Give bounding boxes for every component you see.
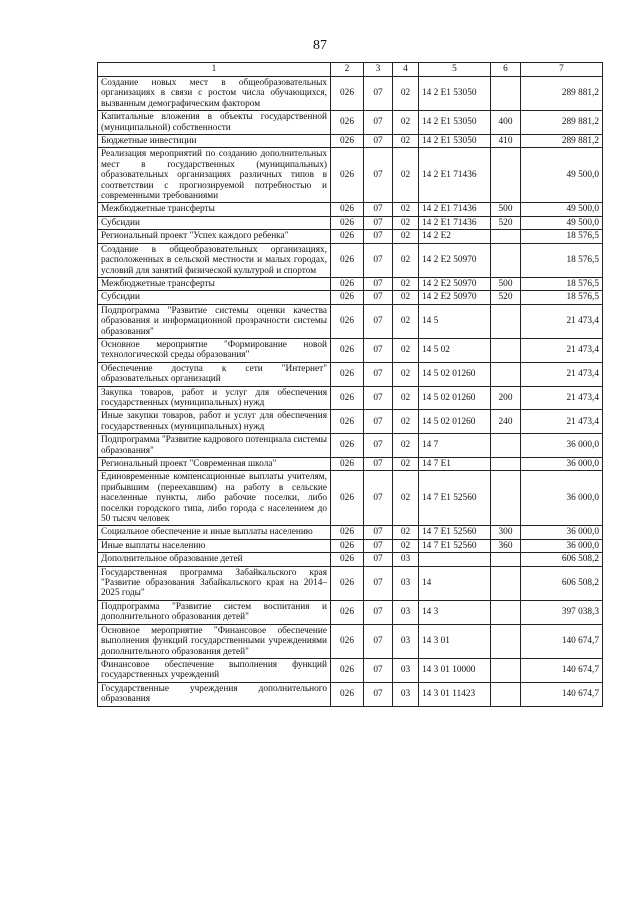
table-row <box>98 203 603 216</box>
subsection-code-cell: 02 <box>393 539 419 552</box>
ministry-code-cell: 026 <box>331 77 364 111</box>
target-article-cell: 14 2 E2 <box>419 230 491 243</box>
subsection-code-cell: 02 <box>393 471 419 526</box>
expense-name-cell: Основное мероприятие "Финансовое обеспечение выполнения функций государственными учреждениями дополнительного образования детей" <box>98 624 331 658</box>
budget-table <box>97 62 603 707</box>
ministry-code-cell: 026 <box>331 471 364 526</box>
ministry-code-cell: 026 <box>331 230 364 243</box>
section-code-cell: 07 <box>364 434 393 458</box>
amount-cell: 21 473,4 <box>521 386 603 410</box>
ministry-code-cell: 026 <box>331 539 364 552</box>
expense-name-cell: Реализация мероприятий по созданию дополнительных мест в государственных (муниципальных) образовательных организациях различных типов в соответствии с прогнозируемой потребностью и современными требованиями <box>98 148 331 203</box>
section-code-cell: 07 <box>364 624 393 658</box>
expense-type-cell: 500 <box>491 203 521 216</box>
amount-cell: 21 473,4 <box>521 304 603 338</box>
expense-type-cell: 360 <box>491 539 521 552</box>
section-code-cell: 07 <box>364 291 393 304</box>
ministry-code-cell: 026 <box>331 553 364 566</box>
subsection-code-cell: 03 <box>393 658 419 682</box>
table-row <box>98 624 603 658</box>
expense-name-cell: Финансовое обеспечение выполнения функций государственных учреждений <box>98 658 331 682</box>
column-header: 7 <box>521 63 603 77</box>
subsection-code-cell: 02 <box>393 111 419 135</box>
amount-cell: 36 000,0 <box>521 434 603 458</box>
ministry-code-cell: 026 <box>331 386 364 410</box>
amount-cell: 49 500,0 <box>521 216 603 229</box>
target-article-cell: 14 5 02 01260 <box>419 362 491 386</box>
expense-type-cell: 410 <box>491 135 521 148</box>
subsection-code-cell: 03 <box>393 566 419 600</box>
amount-cell: 18 576,5 <box>521 230 603 243</box>
column-header: 6 <box>491 63 521 77</box>
subsection-code-cell: 02 <box>393 277 419 290</box>
target-article-cell: 14 5 <box>419 304 491 338</box>
target-article-cell: 14 2 E1 71436 <box>419 203 491 216</box>
subsection-code-cell: 02 <box>393 434 419 458</box>
table-row <box>98 291 603 304</box>
target-article-cell: 14 2 E1 71436 <box>419 216 491 229</box>
expense-name-cell: Единовременные компенсационные выплаты учителям, прибывшим (переехавшим) на работу в сельские населенные пункты, либо рабочие поселки, либо поселки городского типа, либо города с населением до 50 тысяч человек <box>98 471 331 526</box>
table-row <box>98 111 603 135</box>
table-row <box>98 386 603 410</box>
expense-type-cell: 500 <box>491 277 521 290</box>
table-row <box>98 539 603 552</box>
ministry-code-cell: 026 <box>331 410 364 434</box>
target-article-cell: 14 2 E2 50970 <box>419 291 491 304</box>
expense-type-cell <box>491 243 521 277</box>
expense-type-cell <box>491 471 521 526</box>
target-article-cell: 14 7 E1 <box>419 458 491 471</box>
table-row <box>98 658 603 682</box>
ministry-code-cell: 026 <box>331 624 364 658</box>
table-row <box>98 338 603 362</box>
section-code-cell: 07 <box>364 566 393 600</box>
expense-name-cell: Бюджетные инвестиции <box>98 135 331 148</box>
section-code-cell: 07 <box>364 458 393 471</box>
subsection-code-cell: 02 <box>393 338 419 362</box>
expense-name-cell: Иные выплаты населению <box>98 539 331 552</box>
target-article-cell: 14 2 E2 50970 <box>419 243 491 277</box>
table-row <box>98 216 603 229</box>
subsection-code-cell: 02 <box>393 216 419 229</box>
subsection-code-cell: 02 <box>393 362 419 386</box>
target-article-cell: 14 3 01 <box>419 624 491 658</box>
subsection-code-cell: 03 <box>393 553 419 566</box>
amount-cell: 21 473,4 <box>521 362 603 386</box>
amount-cell: 140 674,7 <box>521 682 603 706</box>
table-row <box>98 458 603 471</box>
target-article-cell: 14 7 E1 52560 <box>419 471 491 526</box>
ministry-code-cell: 026 <box>331 682 364 706</box>
subsection-code-cell: 02 <box>393 386 419 410</box>
target-article-cell: 14 2 E1 71436 <box>419 148 491 203</box>
column-header: 4 <box>393 63 419 77</box>
subsection-code-cell: 02 <box>393 203 419 216</box>
section-code-cell: 07 <box>364 111 393 135</box>
amount-cell: 18 576,5 <box>521 243 603 277</box>
ministry-code-cell: 026 <box>331 566 364 600</box>
target-article-cell: 14 5 02 01260 <box>419 386 491 410</box>
amount-cell: 36 000,0 <box>521 539 603 552</box>
table-row <box>98 410 603 434</box>
expense-type-cell <box>491 230 521 243</box>
amount-cell: 289 881,2 <box>521 135 603 148</box>
table-row <box>98 243 603 277</box>
table-header-row <box>98 63 603 77</box>
expense-type-cell <box>491 566 521 600</box>
column-header: 1 <box>98 63 331 77</box>
section-code-cell: 07 <box>364 135 393 148</box>
amount-cell: 36 000,0 <box>521 471 603 526</box>
expense-type-cell: 300 <box>491 526 521 539</box>
expense-type-cell <box>491 362 521 386</box>
section-code-cell: 07 <box>364 77 393 111</box>
amount-cell: 606 508,2 <box>521 553 603 566</box>
subsection-code-cell: 02 <box>393 458 419 471</box>
section-code-cell: 07 <box>364 216 393 229</box>
ministry-code-cell: 026 <box>331 148 364 203</box>
amount-cell: 36 000,0 <box>521 526 603 539</box>
table-row <box>98 682 603 706</box>
expense-name-cell: Создание новых мест в общеобразовательных организациях в связи с ростом числа обучающихся, вызванным демографическим фактором <box>98 77 331 111</box>
section-code-cell: 07 <box>364 203 393 216</box>
subsection-code-cell: 02 <box>393 410 419 434</box>
ministry-code-cell: 026 <box>331 111 364 135</box>
table-row <box>98 553 603 566</box>
expense-name-cell: Иные закупки товаров, работ и услуг для обеспечения государственных (муниципальных) нужд <box>98 410 331 434</box>
section-code-cell: 07 <box>364 148 393 203</box>
amount-cell: 397 038,3 <box>521 600 603 624</box>
amount-cell: 140 674,7 <box>521 624 603 658</box>
expense-type-cell <box>491 658 521 682</box>
ministry-code-cell: 026 <box>331 362 364 386</box>
section-code-cell: 07 <box>364 682 393 706</box>
subsection-code-cell: 02 <box>393 77 419 111</box>
table-row <box>98 135 603 148</box>
expense-name-cell: Государственная программа Забайкальского края "Развитие образования Забайкальского края на 2014–2025 годы" <box>98 566 331 600</box>
ministry-code-cell: 026 <box>331 458 364 471</box>
amount-cell: 21 473,4 <box>521 338 603 362</box>
subsection-code-cell: 02 <box>393 243 419 277</box>
target-article-cell: 14 2 E1 53050 <box>419 111 491 135</box>
expense-name-cell: Обеспечение доступа к сети "Интернет" образовательных организаций <box>98 362 331 386</box>
amount-cell: 606 508,2 <box>521 566 603 600</box>
target-article-cell: 14 2 E2 50970 <box>419 277 491 290</box>
table-row <box>98 434 603 458</box>
section-code-cell: 07 <box>364 553 393 566</box>
table-row <box>98 77 603 111</box>
expense-type-cell: 240 <box>491 410 521 434</box>
expense-name-cell: Государственные учреждения дополнительного образования <box>98 682 331 706</box>
ministry-code-cell: 026 <box>331 434 364 458</box>
expense-name-cell: Закупка товаров, работ и услуг для обеспечения государственных (муниципальных) нужд <box>98 386 331 410</box>
table-body <box>98 77 603 707</box>
table-row <box>98 566 603 600</box>
expense-type-cell: 200 <box>491 386 521 410</box>
expense-type-cell <box>491 458 521 471</box>
amount-cell: 49 500,0 <box>521 203 603 216</box>
section-code-cell: 07 <box>364 658 393 682</box>
target-article-cell: 14 3 01 10000 <box>419 658 491 682</box>
table-row <box>98 277 603 290</box>
expense-type-cell <box>491 600 521 624</box>
target-article-cell: 14 3 01 11423 <box>419 682 491 706</box>
target-article-cell: 14 7 E1 52560 <box>419 539 491 552</box>
amount-cell: 18 576,5 <box>521 291 603 304</box>
target-article-cell: 14 3 <box>419 600 491 624</box>
column-header: 3 <box>364 63 393 77</box>
amount-cell: 140 674,7 <box>521 658 603 682</box>
subsection-code-cell: 03 <box>393 682 419 706</box>
subsection-code-cell: 02 <box>393 291 419 304</box>
expense-name-cell: Субсидии <box>98 291 331 304</box>
expense-name-cell: Подпрограмма "Развитие систем воспитания и дополнительного образования детей" <box>98 600 331 624</box>
expense-name-cell: Подпрограмма "Развитие системы оценки качества образования и информационной прозрачности системы образования" <box>98 304 331 338</box>
expense-type-cell: 520 <box>491 216 521 229</box>
target-article-cell: 14 2 E1 53050 <box>419 135 491 148</box>
amount-cell: 36 000,0 <box>521 458 603 471</box>
subsection-code-cell: 03 <box>393 600 419 624</box>
ministry-code-cell: 026 <box>331 304 364 338</box>
expense-name-cell: Межбюджетные трансферты <box>98 277 331 290</box>
ministry-code-cell: 026 <box>331 203 364 216</box>
expense-name-cell: Межбюджетные трансферты <box>98 203 331 216</box>
ministry-code-cell: 026 <box>331 338 364 362</box>
page-number: 87 <box>313 38 327 53</box>
expense-name-cell: Социальное обеспечение и иные выплаты населению <box>98 526 331 539</box>
amount-cell: 49 500,0 <box>521 148 603 203</box>
ministry-code-cell: 026 <box>331 243 364 277</box>
amount-cell: 289 881,2 <box>521 111 603 135</box>
target-article-cell <box>419 553 491 566</box>
expense-name-cell: Подпрограмма "Развитие кадрового потенциала системы образования" <box>98 434 331 458</box>
section-code-cell: 07 <box>364 386 393 410</box>
target-article-cell: 14 2 E1 53050 <box>419 77 491 111</box>
section-code-cell: 07 <box>364 243 393 277</box>
subsection-code-cell: 02 <box>393 135 419 148</box>
ministry-code-cell: 026 <box>331 216 364 229</box>
column-header: 2 <box>331 63 364 77</box>
table-row <box>98 230 603 243</box>
table-row <box>98 526 603 539</box>
section-code-cell: 07 <box>364 539 393 552</box>
amount-cell: 289 881,2 <box>521 77 603 111</box>
amount-cell: 18 576,5 <box>521 277 603 290</box>
ministry-code-cell: 026 <box>331 600 364 624</box>
target-article-cell: 14 7 <box>419 434 491 458</box>
table-row <box>98 304 603 338</box>
table-row <box>98 148 603 203</box>
ministry-code-cell: 026 <box>331 291 364 304</box>
expense-type-cell <box>491 624 521 658</box>
ministry-code-cell: 026 <box>331 277 364 290</box>
amount-cell: 21 473,4 <box>521 410 603 434</box>
table-row <box>98 362 603 386</box>
target-article-cell: 14 5 02 01260 <box>419 410 491 434</box>
expense-type-cell <box>491 553 521 566</box>
expense-name-cell: Создание в общеобразовательных организациях, расположенных в сельской местности и малых городах, условий для занятий физической культурой и спортом <box>98 243 331 277</box>
expense-type-cell: 520 <box>491 291 521 304</box>
subsection-code-cell: 02 <box>393 304 419 338</box>
expense-type-cell <box>491 148 521 203</box>
section-code-cell: 07 <box>364 230 393 243</box>
expense-name-cell: Региональный проект "Современная школа" <box>98 458 331 471</box>
section-code-cell: 07 <box>364 362 393 386</box>
expense-name-cell: Основное мероприятие "Формирование новой технологической среды образования" <box>98 338 331 362</box>
section-code-cell: 07 <box>364 410 393 434</box>
ministry-code-cell: 026 <box>331 526 364 539</box>
section-code-cell: 07 <box>364 277 393 290</box>
section-code-cell: 07 <box>364 304 393 338</box>
expense-type-cell <box>491 338 521 362</box>
expense-type-cell <box>491 682 521 706</box>
subsection-code-cell: 02 <box>393 526 419 539</box>
expense-type-cell <box>491 434 521 458</box>
expense-name-cell: Дополнительное образование детей <box>98 553 331 566</box>
subsection-code-cell: 02 <box>393 230 419 243</box>
expense-type-cell: 400 <box>491 111 521 135</box>
section-code-cell: 07 <box>364 600 393 624</box>
expense-name-cell: Капитальные вложения в объекты государственной (муниципальной) собственности <box>98 111 331 135</box>
table-row <box>98 471 603 526</box>
subsection-code-cell: 02 <box>393 148 419 203</box>
target-article-cell: 14 <box>419 566 491 600</box>
ministry-code-cell: 026 <box>331 135 364 148</box>
target-article-cell: 14 7 E1 52560 <box>419 526 491 539</box>
expense-type-cell <box>491 77 521 111</box>
column-header: 5 <box>419 63 491 77</box>
expense-type-cell <box>491 304 521 338</box>
expense-name-cell: Субсидии <box>98 216 331 229</box>
target-article-cell: 14 5 02 <box>419 338 491 362</box>
ministry-code-cell: 026 <box>331 658 364 682</box>
section-code-cell: 07 <box>364 338 393 362</box>
subsection-code-cell: 03 <box>393 624 419 658</box>
section-code-cell: 07 <box>364 526 393 539</box>
section-code-cell: 07 <box>364 471 393 526</box>
expense-name-cell: Региональный проект "Успех каждого ребенка" <box>98 230 331 243</box>
table-row <box>98 600 603 624</box>
